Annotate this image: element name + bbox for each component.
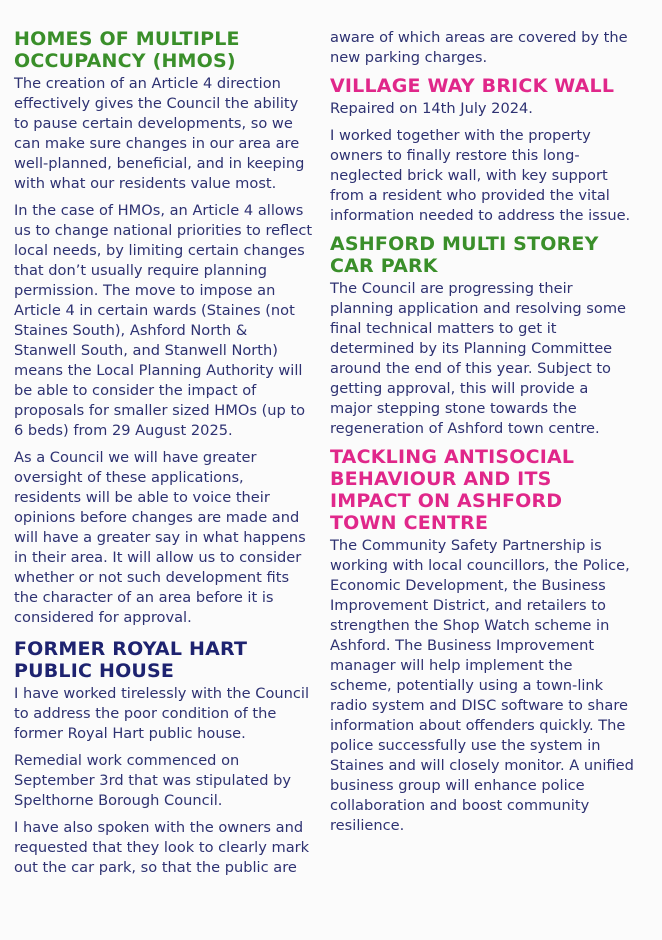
hmo-paragraph: In the case of HMOs, an Article 4 allows us to change national priorities to reflect local needs, by limiting certain changes that don’t usually require planning permission. The move to impose an Article 4 in certain wards (Staines (not Staines South), Ashford North & Stanwell South, and Stanwell North) means the Local Planning Authority will be able to consider the impact of proposals for smaller sized HMOs (up to 6 beds) from 29 August 2025.: [14, 202, 313, 439]
hmo-heading: HOMES OF MULTIPLE OCCUPANCY (HMOS): [14, 28, 240, 72]
royal-hart-section: [14, 638, 314, 878]
brick-wall-section: [330, 75, 635, 226]
royal-hart-paragraph: I have worked tirelessly with the Council to address the poor condition of the former Royal Hart public house.: [14, 685, 310, 742]
royal-hart-paragraph: Remedial work commenced on September 3rd that was stipulated by Spelthorne Borough Council.: [14, 752, 292, 809]
hmo-section: [14, 28, 314, 628]
left-column: [14, 28, 314, 885]
antisocial-heading: TACKLING ANTISOCIAL BEHAVIOUR AND ITS IMPACT ON ASHFORD TOWN CENTRE: [330, 446, 575, 534]
brick-wall-paragraph: I worked together with the property owners to finally restore this long-neglected brick wall, with key support from a resident who provided the vital information needed to address the issue.: [330, 127, 631, 224]
car-park-section: [330, 233, 635, 439]
car-park-paragraph: The Council are progressing their planning application and resolving some final technical matters to get it determined by its Planning Committee around the end of this year. Subject to getting approval, this will provide a major stepping stone towards the regeneration of Ashford town centre.: [330, 280, 627, 437]
car-park-heading: ASHFORD MULTI STOREY CAR PARK: [330, 233, 599, 277]
continued-paragraph: aware of which areas are covered by the new parking charges.: [330, 29, 628, 66]
royal-hart-paragraph: I have also spoken with the owners and requested that they look to clearly mark out the car park, so that the public are: [14, 819, 310, 876]
hmo-paragraph: The creation of an Article 4 direction effectively gives the Council the ability to pause certain developments, so we can make sure changes in our area are well-planned, beneficial, and in keeping with what our residents value most.: [14, 75, 305, 192]
brick-wall-paragraph: Repaired on 14th July 2024.: [330, 100, 533, 117]
royal-hart-heading: FORMER ROYAL HART PUBLIC HOUSE: [14, 638, 248, 682]
hmo-paragraph: As a Council we will have greater oversight of these applications, residents will be able to voice their opinions before changes are made and will have a greater say in what happens in their area. It will allow us to consider whether or not such development fits the character of an area before it is considered for approval.: [14, 449, 306, 626]
right-column: [330, 28, 635, 843]
antisocial-section: [330, 446, 635, 836]
brick-wall-heading: VILLAGE WAY BRICK WALL: [330, 75, 615, 97]
antisocial-paragraph: The Community Safety Partnership is working with local councillors, the Police, Economic Development, the Business Improvement District, and retailers to strengthen the Shop Watch scheme in Ashford. The Business Improvement manager will help implement the scheme, potentially using a town-link radio system and DISC software to share information about offenders quickly. The police successfully use the system in Staines and will closely monitor. A unified business group will enhance police collaboration and boost community resilience.: [330, 537, 634, 834]
